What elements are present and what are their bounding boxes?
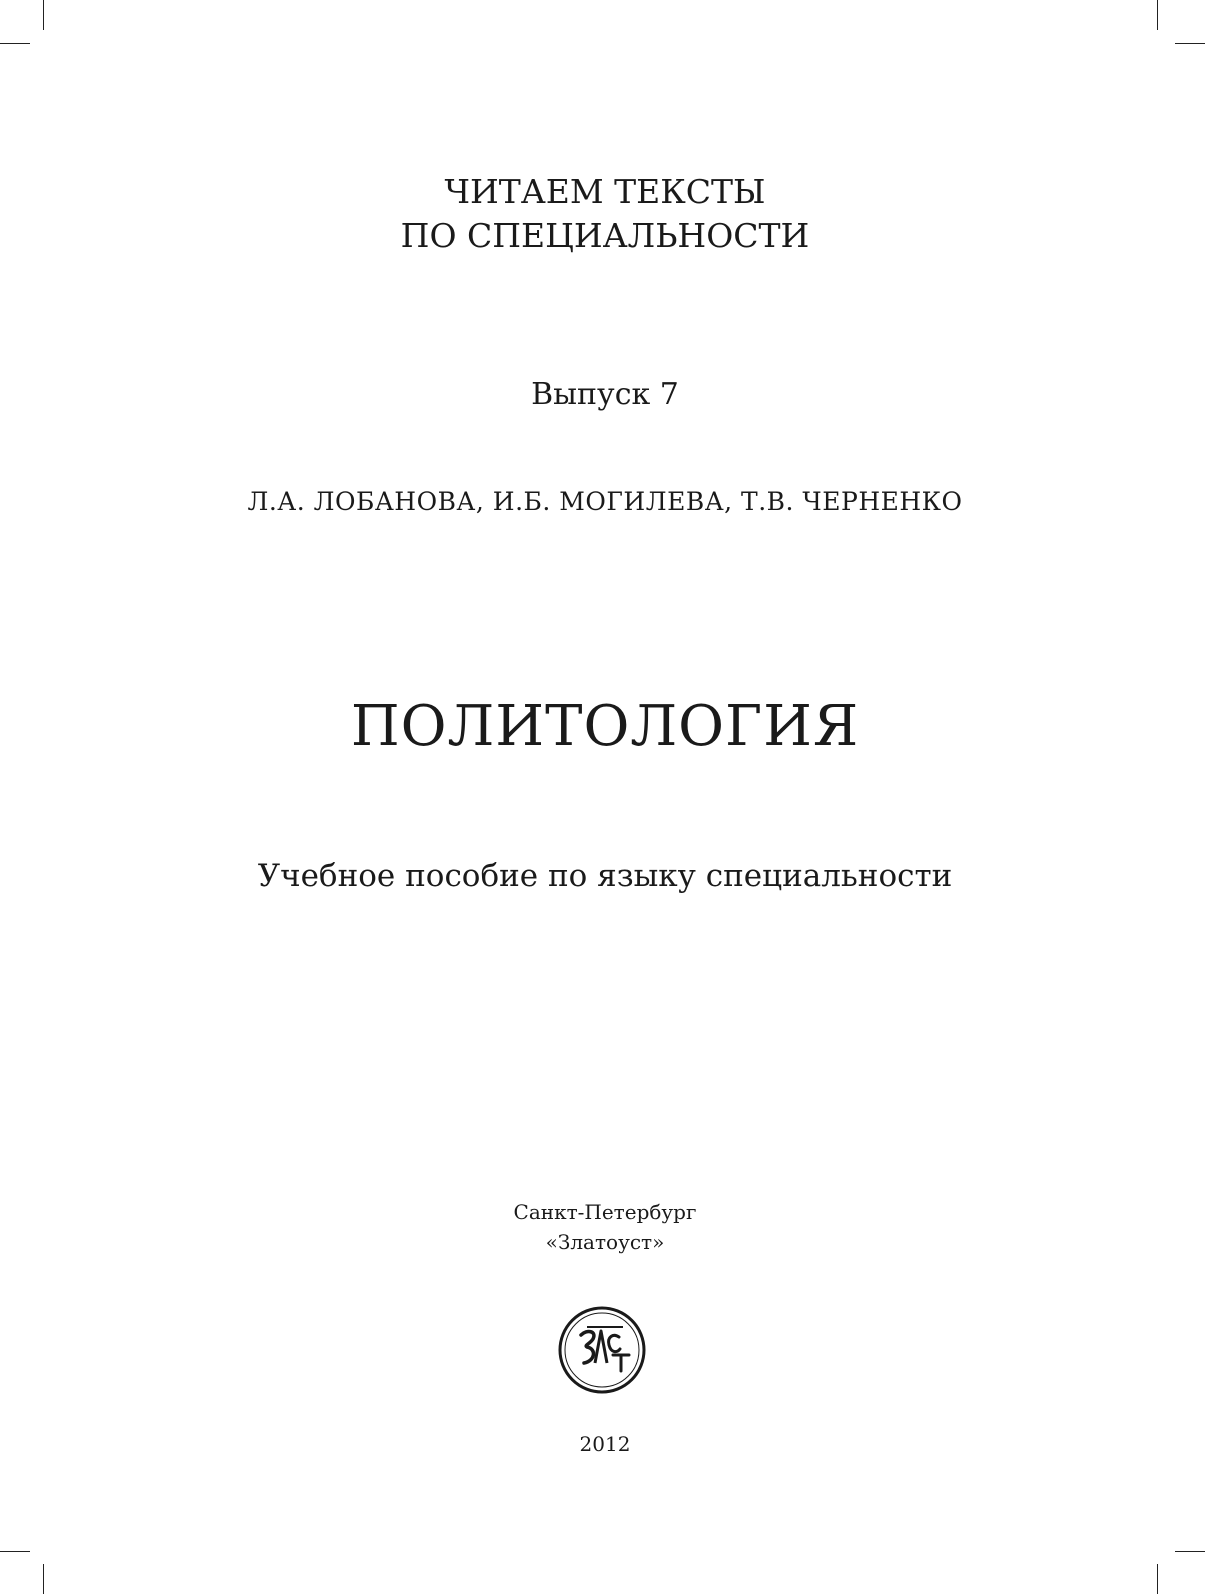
crop-mark-top-left-vertical xyxy=(43,0,44,30)
imprint-publisher: «Златоуст» xyxy=(545,1230,665,1254)
book-title: ПОЛИТОЛОГИЯ xyxy=(350,694,860,759)
crop-mark-top-right-horizontal xyxy=(1175,43,1205,44)
book-subtitle: Учебное пособие по языку специальности xyxy=(257,858,953,894)
crop-mark-bottom-left-vertical xyxy=(43,1564,44,1594)
issue-number: Выпуск 7 xyxy=(531,377,679,412)
imprint-city: Санкт-Петербург xyxy=(513,1200,697,1224)
series-title-line-1: ЧИТАЕМ ТЕКСТЫ xyxy=(444,172,766,211)
crop-mark-bottom-right-horizontal xyxy=(1175,1551,1205,1552)
crop-mark-bottom-left-horizontal xyxy=(0,1551,30,1552)
series-title-line-2: ПО СПЕЦИАЛЬНОСТИ xyxy=(400,216,810,255)
crop-mark-top-right-vertical xyxy=(1157,0,1158,30)
zlatoust-emblem-icon xyxy=(557,1305,647,1395)
crop-mark-top-left-horizontal xyxy=(0,43,30,44)
publication-year: 2012 xyxy=(579,1432,631,1456)
authors: Л.А. ЛОБАНОВА, И.Б. МОГИЛЕВА, Т.В. ЧЕРНЕНКО xyxy=(247,487,963,516)
crop-mark-bottom-right-vertical xyxy=(1157,1564,1158,1594)
